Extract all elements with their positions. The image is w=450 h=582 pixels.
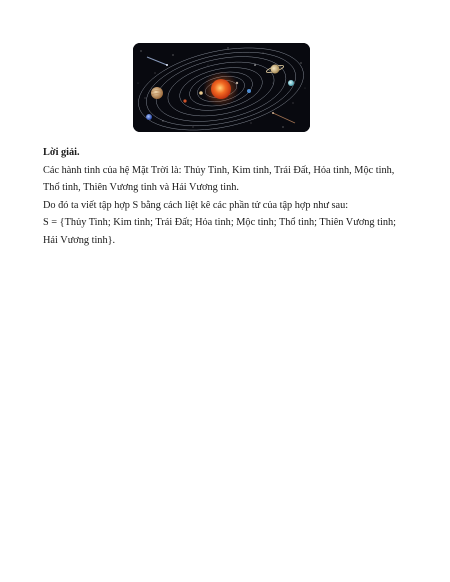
solution-line-4: S = {Thủy Tinh; Kim tinh; Trái Đất; Hỏa tinh; Mộc tinh; Thổ tinh; Thiên Vương tinh; — [43, 217, 397, 229]
solution-line-2: Thổ tinh, Thiên Vương tinh và Hải Vương tinh. — [43, 182, 239, 194]
solar-system-image — [133, 43, 310, 132]
solution-block — [43, 144, 413, 250]
solution-line-1: Các hành tinh của hệ Mặt Trời là: Thủy Tinh, Kim tinh, Trái Đất, Hỏa tinh, Mộc tinh, — [43, 164, 395, 176]
solution-line-5: Hải Vương tinh}. — [43, 234, 116, 246]
solution-line-3: Do đó ta viết tập hợp S bằng cách liệt kê các phần tử của tập hợp như sau: — [43, 199, 349, 211]
solution-heading: Lời giải. — [43, 147, 80, 158]
